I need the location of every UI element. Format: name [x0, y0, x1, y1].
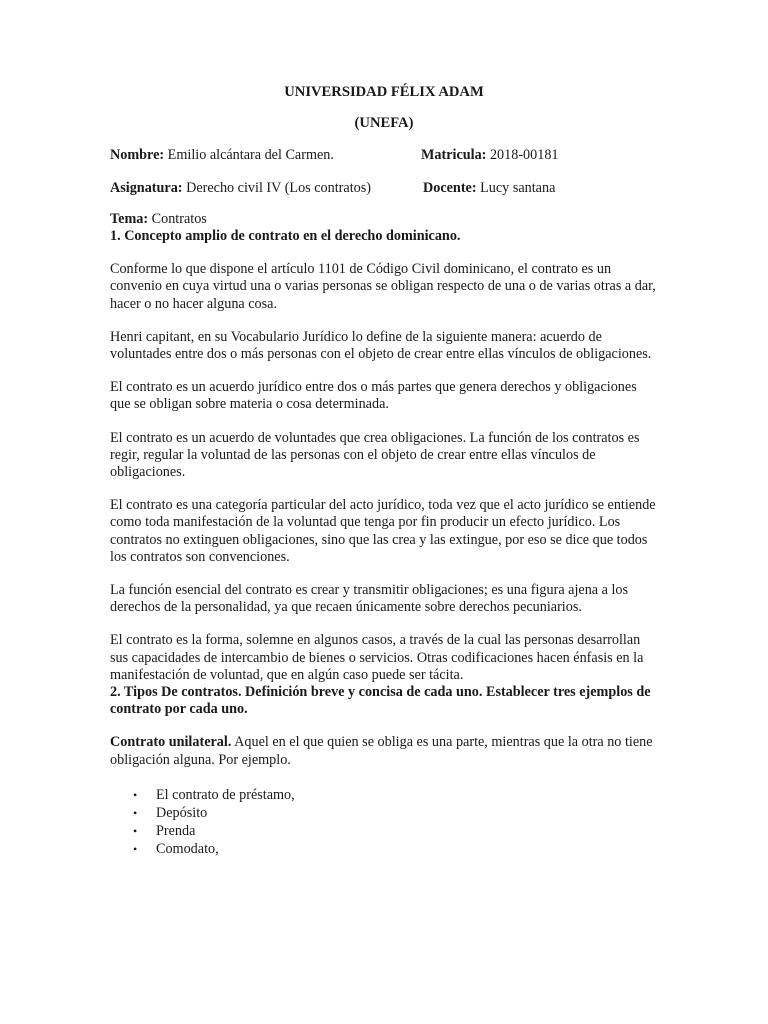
bullet-icon: •: [133, 805, 138, 820]
matricula-label: Matricula:: [421, 147, 487, 164]
docente-label: Docente:: [423, 179, 477, 196]
docente-value: Lucy santana: [476, 179, 556, 196]
asignatura-field: [110, 180, 423, 197]
unilateral-label: Contrato unilateral.: [110, 734, 232, 751]
bullet-icon: •: [133, 823, 138, 838]
university-title: UNIVERSIDAD FÉLIX ADAM: [284, 84, 484, 100]
list-item-text: Comodato,: [156, 840, 219, 857]
unilateral-text: Aquel en el que quien se obliga es una parte, mientras que la otra no tiene obligación alguna. Por ejemplo.: [110, 734, 653, 768]
list-item: [110, 804, 658, 822]
list-item: [110, 786, 658, 804]
paragraph-henri-capitant: Henri capitant, en su Vocabulario Jurídico lo define de la siguiente manera: acuerdo de voluntades entre dos o más personas con el objeto de crear entre ellas vínculos de obligaciones.: [110, 328, 652, 363]
matricula-field: [421, 147, 559, 164]
paragraph-acto-juridico: El contrato es una categoría particular del acto jurídico, toda vez que el acto jurídico se entiende como toda manifestación de la voluntad que tenga por fin producir un efecto jurídico. Los contratos no extinguen obligaciones, sino que las crea y las extingue, por eso se dice que todos los contratos son convenciones.: [110, 497, 656, 565]
examples-list: [110, 786, 658, 858]
paragraph-article-1101: Conforme lo que dispone el artículo 1101 de Código Civil dominicano, el contrato es un convenio en cuya virtud una o varias personas se obligan respecto de una o de varias otras a dar, hacer o no hacer alguna cosa.: [110, 261, 656, 312]
asignatura-value: Derecho civil IV (Los contratos): [182, 179, 371, 196]
paragraph-acuerdo-juridico: El contrato es un acuerdo jurídico entre dos o más partes que genera derechos y obligaciones que se obligan sobre materia o cosa determinada.: [110, 379, 637, 413]
bullet-icon: •: [133, 787, 138, 802]
tema-label: Tema:: [110, 210, 149, 227]
topic-row: [110, 211, 658, 228]
course-info-row: [110, 180, 658, 197]
nombre-field: [110, 147, 421, 164]
list-item: [110, 840, 658, 858]
paragraph-funcion-esencial: La función esencial del contrato es crear y transmitir obligaciones; es una figura ajena a los derechos de la personalidad, ya que recaen únicamente sobre derechos pecuniarios.: [110, 582, 629, 616]
document-body: [110, 84, 658, 858]
paragraph-forma-solemne: El contrato es la forma, solemne en algunos casos, a través de la cual las personas desarrollan sus capacidades de intercambio de bienes o servicios. Otras codificaciones hacen énfasis en la manifestación de voluntad, que en algún caso puede ser tácita.: [110, 632, 644, 683]
list-item: [110, 822, 658, 840]
student-info-row: [110, 147, 658, 164]
paragraph-contrato-unilateral: [110, 734, 658, 768]
paragraph-acuerdo-voluntades: El contrato es un acuerdo de voluntades que crea obligaciones. La función de los contratos es regir, regular la voluntad de las personas con el objeto de crear entre ellas vínculos de obligaciones.: [110, 429, 640, 481]
list-item-text: Prenda: [156, 822, 196, 839]
university-acronym: (UNEFA): [354, 115, 414, 132]
nombre-value: Emilio alcántara del Carmen.: [164, 147, 334, 164]
docente-field: [423, 180, 555, 197]
asignatura-label: Asignatura:: [110, 179, 183, 196]
bullet-icon: •: [133, 841, 138, 856]
matricula-value: 2018-00181: [486, 147, 559, 164]
list-item-text: El contrato de préstamo,: [156, 786, 295, 803]
list-item-text: Depósito: [156, 804, 208, 821]
section-1-heading: 1. Concepto amplio de contrato en el derecho dominicano.: [110, 228, 461, 245]
tema-value: Contratos: [148, 210, 207, 227]
nombre-label: Nombre:: [110, 147, 165, 164]
section-2-heading: 2. Tipos De contratos. Definición breve y concisa de cada uno. Establecer tres ejemplos de contrato por cada uno.: [110, 684, 651, 718]
